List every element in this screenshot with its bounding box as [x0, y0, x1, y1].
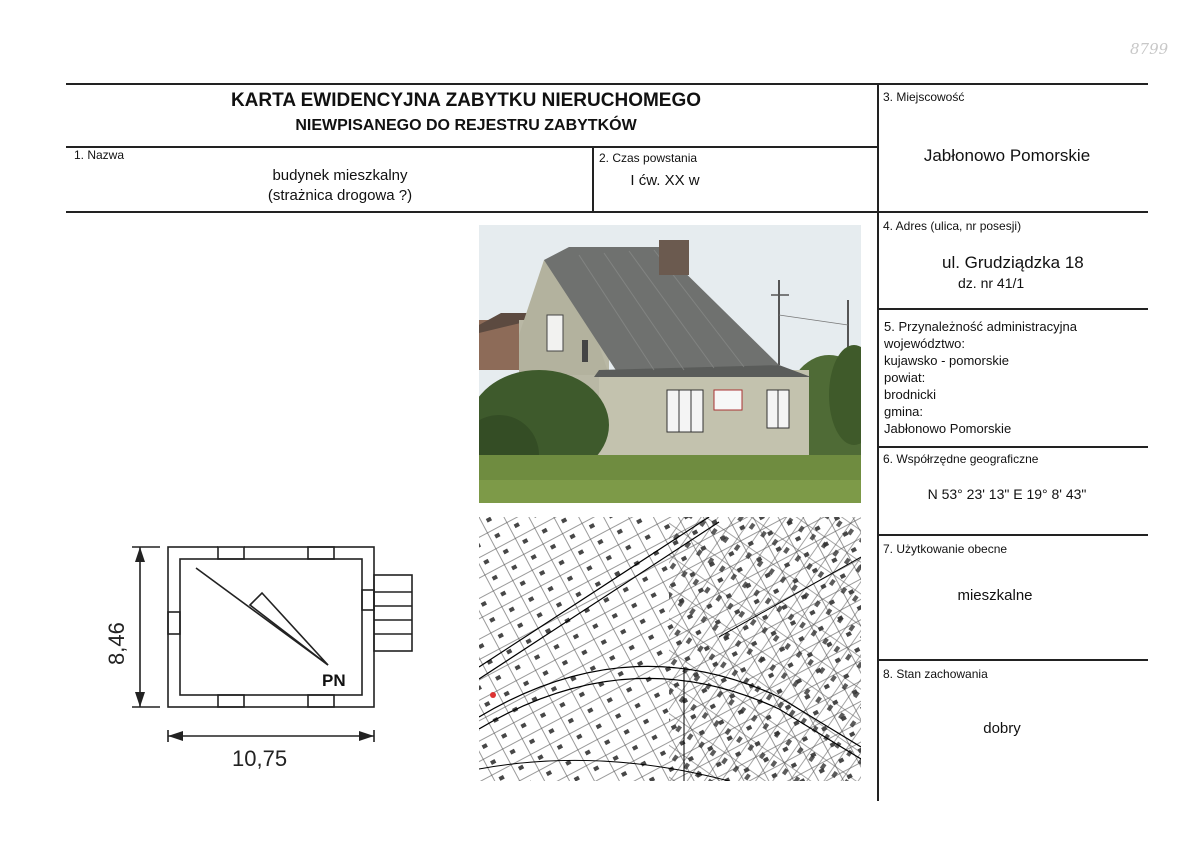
inventory-stamp: 8799: [1130, 40, 1169, 58]
name-time-divider: [592, 146, 594, 212]
address-label: 4. Adres (ulica, nr posesji): [883, 219, 1022, 233]
commune-value: Jabłonowo Pomorskie: [884, 421, 1012, 436]
name-value-line1: budynek mieszkalny: [272, 167, 408, 184]
row1-bottom-line: [66, 211, 1148, 213]
time-value: I ćw. XX w: [630, 172, 700, 189]
name-label: 1. Nazwa: [74, 148, 125, 162]
commune-label: gmina:: [884, 404, 924, 419]
use-label: 7. Użytkowanie obecne: [883, 542, 1008, 556]
card-title: KARTA EWIDENCYJNA ZABYTKU NIERUCHOMEGO: [230, 90, 702, 111]
address-street: ul. Grudziądzka 18: [942, 253, 1084, 272]
frame-top-line: [66, 83, 1148, 85]
admin-label: 5. Przynależność administracyjna: [884, 319, 1077, 334]
name-value-line2: (strażnica drogowa ?): [267, 187, 413, 204]
coords-label: 6. Współrzędne geograficzne: [883, 452, 1039, 466]
building-photo: [479, 225, 861, 503]
sec7-bottom-line: [877, 659, 1148, 661]
frame-divider-vertical: [877, 83, 879, 801]
sec5-bottom-line: [877, 446, 1148, 448]
address-plot: dz. nr 41/1: [958, 275, 1025, 291]
floor-plan: [90, 530, 430, 780]
time-label: 2. Czas powstania: [599, 151, 698, 165]
height-dimension: 8,46: [104, 622, 129, 665]
condition-label: 8. Stan zachowania: [883, 667, 988, 681]
cadastral-map: [479, 517, 861, 781]
use-value: mieszkalne: [957, 587, 1033, 604]
north-label: PN: [322, 671, 346, 690]
town-value: Jabłonowo Pomorskie: [923, 146, 1091, 165]
header-bottom-line: [66, 146, 877, 148]
sec6-bottom-line: [877, 534, 1148, 536]
county-value: brodnicki: [884, 387, 937, 402]
coords-value: N 53° 23' 13" E 19° 8' 43": [927, 486, 1087, 502]
voivodeship-label: województwo:: [884, 336, 965, 351]
sec4-bottom-line: [877, 308, 1148, 310]
condition-value: dobry: [983, 720, 1021, 737]
width-dimension: 10,75: [232, 746, 288, 771]
county-label: powiat:: [884, 370, 926, 385]
town-label: 3. Miejscowość: [883, 90, 965, 104]
voivodeship-value: kujawsko - pomorskie: [884, 353, 1009, 368]
card-subtitle: NIEWPISANEGO DO REJESTRU ZABYTKÓW: [295, 117, 637, 134]
